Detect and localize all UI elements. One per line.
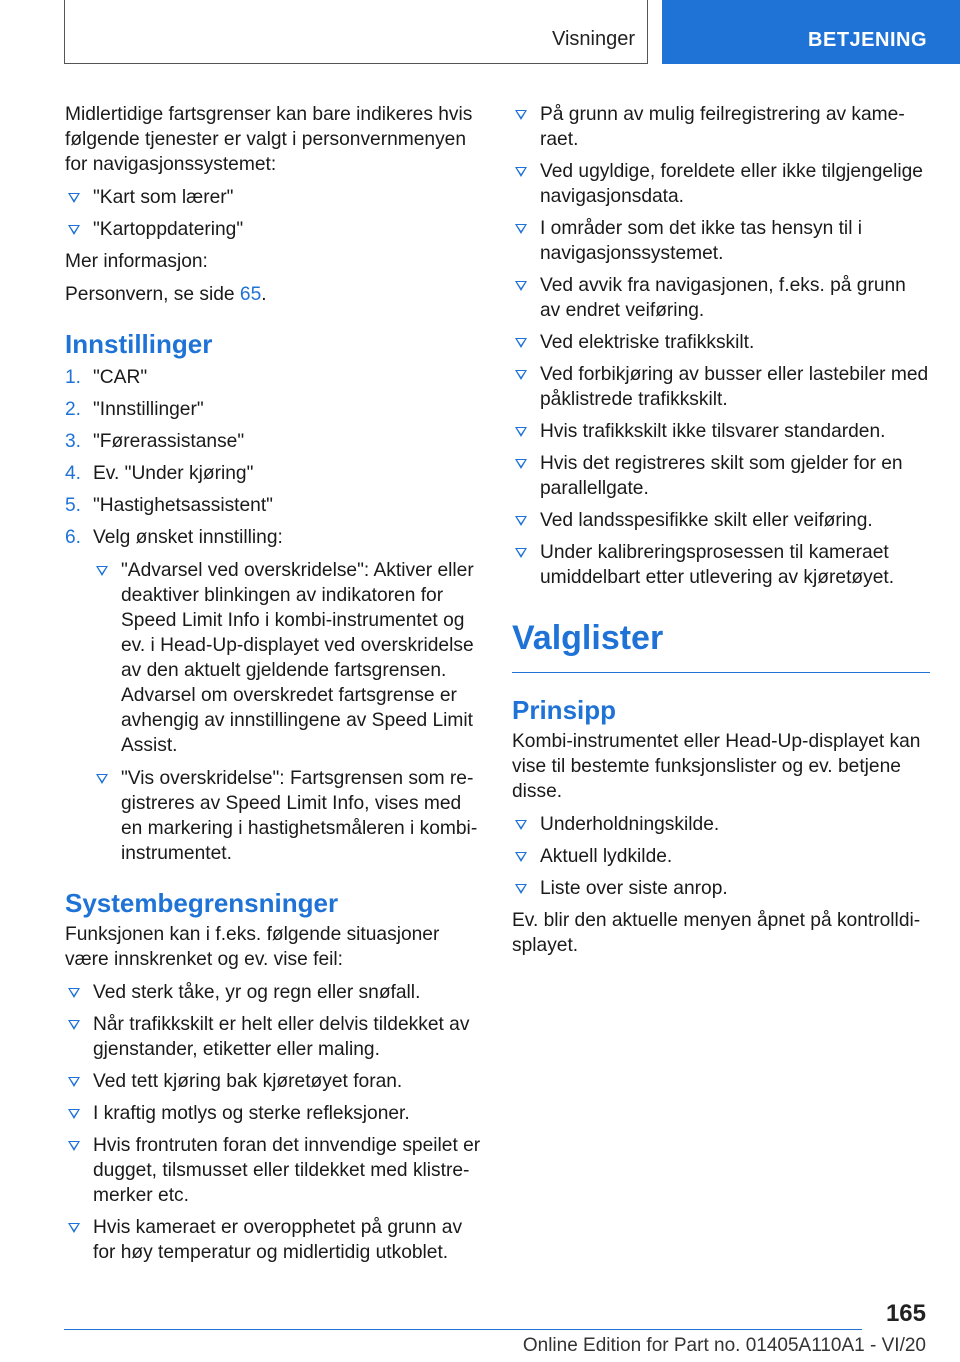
triangle-bullet-icon (515, 167, 527, 177)
intro-paragraph: Midlertidige fartsgrenser kan bare indikeres hvis følgende tjenester er valgt i personvernmenyen for navigasjonssystemet: (65, 104, 473, 175)
chapter-tab-label: BETJENING (808, 29, 927, 51)
step-item: 6. Velg ønsket innstilling: "Advarsel ved overskridelse": Aktiver eller deaktiver blinkingen av indikatoren for Speed Limit Info i kombi-instrumentet og ev. i Head-Up-displayet ved overskridelse av den aktuelt gjeldende fartsgrensen. Advarsel om overskredet fartsgrense er avhengig av innstillingene av Speed Limit Assist. "Vis overskridelse": Fartsgrensen som registreres av Speed Limit Info, vises med en markering i hastighetsmåleren i kombiinstrumentet. (65, 525, 483, 866)
triangle-bullet-icon (515, 516, 527, 526)
list-item: Ved tett kjøring bak kjøretøyet foran. (65, 1069, 483, 1094)
triangle-bullet-icon (68, 1109, 80, 1119)
list-item: Ved landsspesifikke skilt eller veiføring. (512, 508, 930, 533)
triangle-bullet-icon (68, 1223, 80, 1233)
triangle-bullet-icon (515, 820, 527, 830)
triangle-bullet-icon (515, 548, 527, 558)
triangle-bullet-icon (515, 338, 527, 348)
right-column (512, 102, 930, 966)
step-item: 4. Ev. "Under kjøring" (65, 463, 254, 484)
triangle-bullet-icon (515, 884, 527, 894)
list-item: Ved forbikjøring av busser eller lastebiler med påklistrede trafikkskilt. (512, 362, 930, 412)
list-item: På grunn av mulig feilregistrering av kameraet. (512, 102, 930, 152)
system-bullet-list (65, 980, 483, 1265)
list-item: Ved sterk tåke, yr og regn eller snøfall. (65, 980, 483, 1005)
triangle-bullet-icon (68, 193, 80, 203)
valglister-heading: Valglister (512, 619, 664, 657)
list-item: "Advarsel ved overskridelse": Aktiver eller deaktiver blinkingen av indikatoren for Speed Limit Info i kombi-instrumentet og ev. i Head-Up-displayet ved overskridelse av den aktuelt gjeldende fartsgrensen. Advarsel om overskredet fartsgrense er avhengig av innstillingene av Speed Limit Assist. (93, 558, 483, 758)
triangle-bullet-icon (68, 1077, 80, 1087)
triangle-bullet-icon (68, 225, 80, 235)
left-column (65, 102, 483, 1272)
triangle-bullet-icon (68, 1020, 80, 1030)
triangle-bullet-icon (515, 852, 527, 862)
principle-text: Kombi-instrumentet eller Head-Up-displayet kan vise til bestemte funksjonslister og ev. betjene disse. (512, 731, 921, 802)
list-item: Under kalibreringsprosessen til kameraet umiddelbart etter utlevering av kjøretøyet. (512, 540, 930, 590)
triangle-bullet-icon (515, 110, 527, 120)
list-item: Hvis trafikkskilt ikke tilsvarer standarden. (512, 419, 930, 444)
principle-bullet-list (512, 812, 930, 901)
closing-paragraph: Ev. blir den aktuelle menyen åpnet på kontrolldisplayet. (512, 910, 921, 956)
privacy-reference: Personvern, se side 65. (65, 284, 267, 305)
principle-heading: Prinsipp (512, 695, 617, 725)
chapter-tab[interactable] (662, 0, 960, 64)
header-section-box (64, 0, 648, 64)
step6-options (93, 558, 483, 866)
list-item: Ved elektriske trafikkskilt. (512, 330, 930, 355)
page-number: 165 (885, 1300, 926, 1327)
settings-steps (65, 365, 483, 866)
heading-divider (512, 672, 930, 673)
list-item: Hvis frontruten foran det innvendige speilet er dugget, tilsmusset eller tildekket med klistremerker etc. (65, 1133, 483, 1208)
list-item: Hvis kameraet er overopphetet på grunn av for høy temperatur og midlertidig utkoblet. (65, 1215, 483, 1265)
step-item: 5. "Hastighetsassistent" (65, 495, 273, 516)
footer-divider (64, 1329, 862, 1330)
step-item: 1. "CAR" (65, 367, 148, 388)
triangle-bullet-icon (515, 427, 527, 437)
list-item: Underholdningskilde. (512, 812, 930, 837)
list-item: "Kart som lærer" (65, 185, 483, 210)
section-title: Visninger (551, 28, 635, 50)
triangle-bullet-icon (515, 459, 527, 469)
triangle-bullet-icon (68, 988, 80, 998)
triangle-bullet-icon (515, 224, 527, 234)
intro-bullet-list (65, 185, 483, 242)
limits-bullet-list-continued (512, 102, 930, 590)
list-item: I kraftig motlys og sterke refleksjoner. (65, 1101, 483, 1126)
list-item: Liste over siste anrop. (512, 876, 930, 901)
triangle-bullet-icon (515, 370, 527, 380)
triangle-bullet-icon (96, 774, 108, 784)
list-item: "Vis overskridelse": Fartsgrensen som registreres av Speed Limit Info, vises med en markering i hastighetsmåleren i kombiinstrumentet. (93, 766, 483, 866)
settings-heading: Innstillinger (65, 329, 213, 359)
step-item: 3. "Førerassistanse" (65, 431, 245, 452)
system-intro: Funksjonen kan i f.eks. følgende situasjoner være innskrenket og ev. vise feil: (65, 924, 440, 970)
list-item: Når trafikkskilt er helt eller delvis tildekket av gjenstander, etiketter eller maling. (65, 1012, 483, 1062)
list-item: I områder som det ikke tas hensyn til i navigasjonssystemet. (512, 216, 930, 266)
edition-info: Online Edition for Part no. 01405A110A1 - VI/20 (522, 1335, 926, 1356)
triangle-bullet-icon (96, 566, 108, 576)
step-item: 2. "Innstillinger" (65, 399, 204, 420)
list-item: Aktuell lydkilde. (512, 844, 930, 869)
more-info-label: Mer informasjon: (65, 251, 208, 272)
list-item: Hvis det registreres skilt som gjelder for en parallellgate. (512, 451, 930, 501)
system-limits-heading: Systembegrensninger (65, 888, 339, 918)
list-item: "Kartoppdatering" (65, 217, 483, 242)
list-item: Ved ugyldige, foreldete eller ikke tilgjengelige navigasjonsdata. (512, 159, 930, 209)
page-link-65[interactable]: 65 (239, 284, 262, 305)
triangle-bullet-icon (515, 281, 527, 291)
triangle-bullet-icon (68, 1141, 80, 1151)
list-item: Ved avvik fra navigasjonen, f.eks. på grunn av endret veiføring. (512, 273, 930, 323)
